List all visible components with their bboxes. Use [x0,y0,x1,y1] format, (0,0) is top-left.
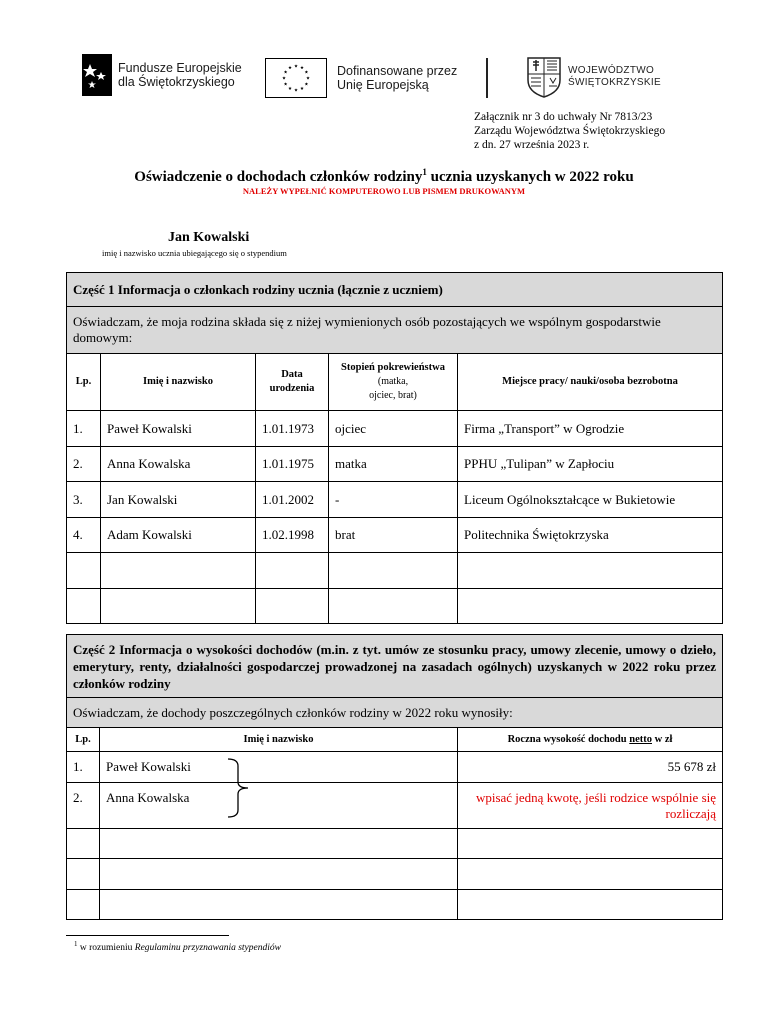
col-header-income-post: w zł [652,733,673,745]
logo-separator [486,58,488,98]
document-title [0,167,768,186]
table-row-empty [67,829,723,859]
table-row [67,783,723,829]
col-header-lp: Lp. [67,728,100,752]
woj-logo-line1: WOJEWÓDZTWO [568,65,655,76]
student-name: Jan Kowalski [168,230,250,245]
cell-dob: 1.02.1998 [256,518,329,553]
cell-name [100,829,458,859]
cell-place: Liceum Ogólnokształcące w Bukietowie [458,482,723,518]
col-header-relationship [329,354,458,411]
title-part1: Oświadczenie o dochodach członków rodziny [134,169,423,185]
cell-dob [256,553,329,589]
cell-name: Anna Kowalska [100,783,458,829]
col-header-place: Miejsce pracy/ nauki/osoba bezrobotna [458,354,723,411]
cell-name: Jan Kowalski [101,482,256,518]
cell-name: Adam Kowalski [101,518,256,553]
cell-lp [67,553,101,589]
col-header-name: Imię i nazwisko [101,354,256,411]
part2-heading: Część 2 Informacja o wysokości dochodów (m.in. z tyt. umów ze stosunku pracy, umowy zlecenie, umowy o dzieło, emerytury, renty, działalności gospodarczej prowadzonej na zasadach ogólnych) uzyskanych w 2022 roku przez członków rodziny [67,635,723,698]
title-footnote-mark: 1 [422,167,427,177]
cell-lp: 1. [67,752,100,783]
cell-dob [256,589,329,624]
cell-lp [67,890,100,920]
table-row-empty [67,890,723,920]
cell-dob: 1.01.1973 [256,411,329,447]
annex-line3: z dn. 27 września 2023 r. [474,139,590,151]
fe-logo-line2: dla Świętokrzyskiego [118,75,235,89]
cell-place [458,589,723,624]
annex-line1: Załącznik nr 3 do uchwały Nr 7813/23 [474,111,653,123]
document-subtitle: NALEŻY WYPEŁNIĆ KOMPUTEROWO LUB PISMEM DRUKOWANYM [242,186,526,196]
col-header-dob-line1: Data [281,369,303,380]
cell-place [458,553,723,589]
cell-lp: 2. [67,783,100,829]
student-name-caption: imię i nazwisko ucznia ubiegającego się o stypendium [102,248,287,258]
eu-logo [265,58,457,98]
income-table [66,634,723,920]
col-header-income [458,728,723,752]
part1-heading: Część 1 Informacja o członkach rodziny ucznia (łącznie z uczniem) [67,273,723,307]
part2-statement: Oświadczam, że dochody poszczególnych członków rodziny w 2022 roku wynosiły: [67,698,723,728]
cell-relationship: - [329,482,458,518]
footnote-italic: Regulaminu przyznawania stypendiów [134,943,281,954]
cell-place: PPHU „Tulipan” w Zapłociu [458,447,723,482]
wojewodztwo-logo [526,56,661,98]
cell-lp [67,589,101,624]
cell-income [458,859,723,890]
fe-logo-line1: Fundusze Europejskie [118,61,242,75]
cell-income [458,890,723,920]
table-row [67,482,723,518]
col-header-dob [256,354,329,411]
eu-logo-line1: Dofinansowane przez [337,64,458,78]
cell-name [101,589,256,624]
cell-lp [67,859,100,890]
table-row [67,752,723,783]
table-row [67,518,723,553]
cell-name: Paweł Kowalski [100,752,458,783]
annex-note [474,110,665,152]
footnote-mark: 1 [74,940,78,948]
cell-lp [67,829,100,859]
cell-income: 55 678 zł [458,752,723,783]
cell-relationship [329,589,458,624]
table-row-empty [67,589,723,624]
cell-place: Politechnika Świętokrzyska [458,518,723,553]
curly-brace-icon [224,758,254,818]
cell-lp: 4. [67,518,101,553]
cell-relationship: matka [329,447,458,482]
cell-name [101,553,256,589]
cell-relationship: brat [329,518,458,553]
logo-bar [82,52,682,104]
col-header-rel-note2: ojciec, brat) [369,390,417,401]
family-members-table [66,272,723,624]
cell-income-note: wpisać jedną kwotę, jeśli rodzice wspólnie się rozliczają [458,783,723,829]
table-row-empty [67,553,723,589]
part1-statement: Oświadczam, że moja rodzina składa się z niżej wymienionych osób pozostających we wspólnym gospodarstwie domowym: [67,307,723,354]
cell-name [100,859,458,890]
coat-of-arms-icon [526,56,562,98]
cell-dob: 1.01.1975 [256,447,329,482]
title-part2: ucznia uzyskanych w 2022 roku [426,169,634,185]
cell-dob: 1.01.2002 [256,482,329,518]
table-row [67,411,723,447]
table-row-empty [67,859,723,890]
col-header-lp: Lp. [67,354,101,411]
cell-name [100,890,458,920]
cell-lp: 1. [67,411,101,447]
cell-name: Paweł Kowalski [101,411,256,447]
table-row [67,447,723,482]
cell-relationship: ojciec [329,411,458,447]
col-header-income-netto: netto [629,733,652,745]
cell-income [458,829,723,859]
eu-flag-icon [265,58,327,98]
eu-logo-line2: Unię Europejską [337,78,429,92]
fundusze-europejskie-icon [82,54,112,96]
cell-place: Firma „Transport” w Ogrodzie [458,411,723,447]
fundusze-europejskie-logo [82,54,242,96]
col-header-income-pre: Roczna wysokość dochodu [507,733,630,745]
footnote-pre: w rozumieniu [77,943,135,954]
col-header-dob-line2: urodzenia [269,383,315,394]
footnote-separator [66,935,229,936]
cell-name: Anna Kowalska [101,447,256,482]
footnote [74,940,281,953]
cell-lp: 2. [67,447,101,482]
col-header-rel-note1: (matka, [377,376,409,387]
cell-lp: 3. [67,482,101,518]
col-header-name: Imię i nazwisko [100,728,458,752]
annex-line2: Zarządu Województwa Świętokrzyskiego [474,125,666,137]
cell-relationship [329,553,458,589]
woj-logo-line2: ŚWIĘTOKRZYSKIE [568,77,661,88]
col-header-rel-bold: Stopień pokrewieństwa [341,362,445,373]
